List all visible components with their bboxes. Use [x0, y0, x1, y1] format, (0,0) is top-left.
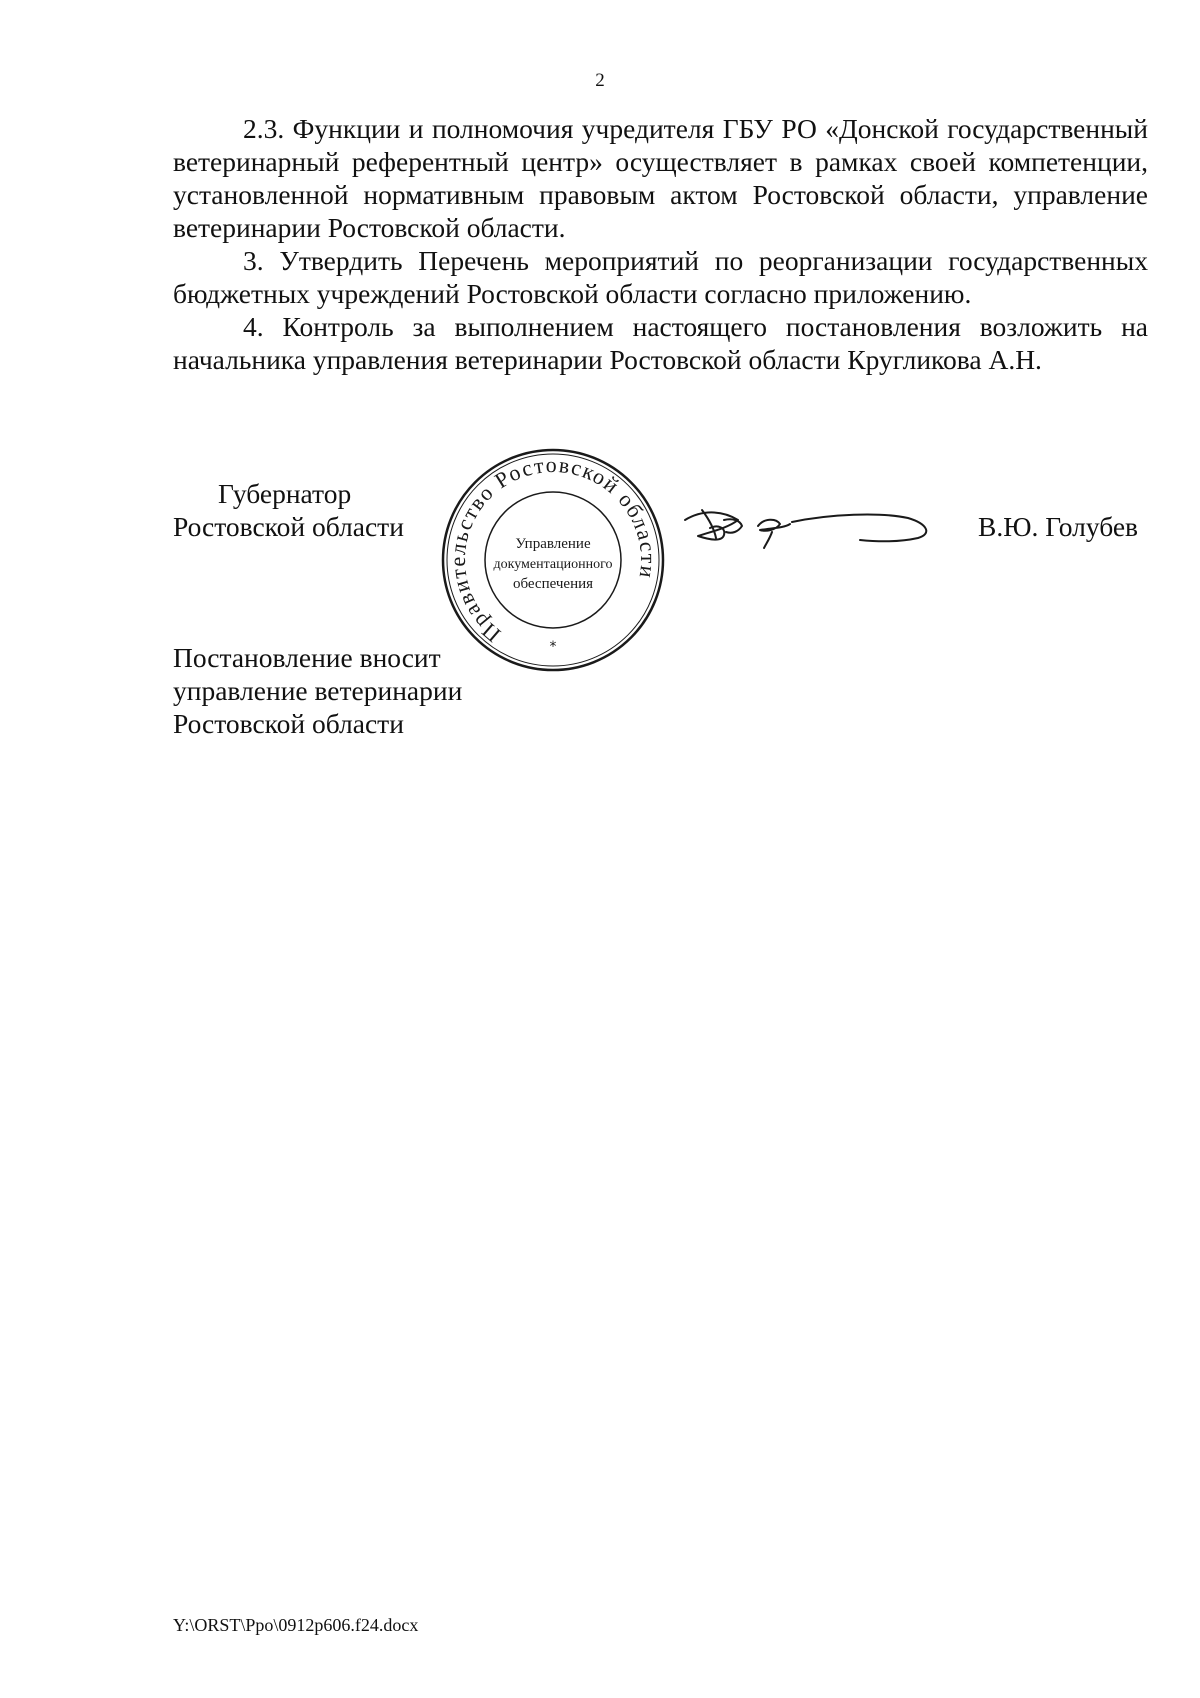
official-seal	[438, 445, 668, 675]
paragraph-2-3: 2.3. Функции и полномочия учредителя ГБУ РО «Донской государственный ветеринарный референтный центр» осуществляет в рамках своей компетенции, установленной нормативным правовым актом Ростовской области, управление ветеринарии Ростовской области.	[173, 113, 1148, 243]
governor-name: В.Ю. Голубев	[978, 511, 1139, 542]
seal-outer-text: Правительство Ростовской области	[444, 451, 662, 648]
governor-title-line2: Ростовской области	[173, 511, 404, 542]
seal-inner-line3: обеспечения	[512, 576, 594, 592]
paragraph-4: 4. Контроль за выполнением настоящего постановления возложить на начальника управления ветеринарии Ростовской области Кругликова А.Н.	[173, 311, 1148, 375]
seal-inner-line1: Управление	[515, 536, 591, 552]
paragraph-3: 3. Утвердить Перечень мероприятий по реорганизации государственных бюджетных учреждений Ростовской области согласно приложению.	[173, 245, 1148, 309]
submitted-by-note	[173, 641, 462, 740]
submitted-by-line3: Ростовской области	[173, 708, 404, 739]
handwritten-signature	[680, 490, 940, 570]
governor-title	[173, 477, 404, 543]
seal-inner-line2: документационного	[493, 557, 613, 572]
file-path-footer: Y:\ORST\Ppo\0912p606.f24.docx	[173, 1615, 419, 1635]
document-body	[173, 112, 1148, 376]
page-number: 2	[595, 70, 605, 91]
submitted-by-line2: управление ветеринарии	[173, 675, 463, 706]
seal-star-icon: *	[549, 639, 557, 655]
submitted-by-line1: Постановление вносит	[173, 642, 441, 673]
governor-title-line1: Губернатор	[218, 478, 352, 509]
